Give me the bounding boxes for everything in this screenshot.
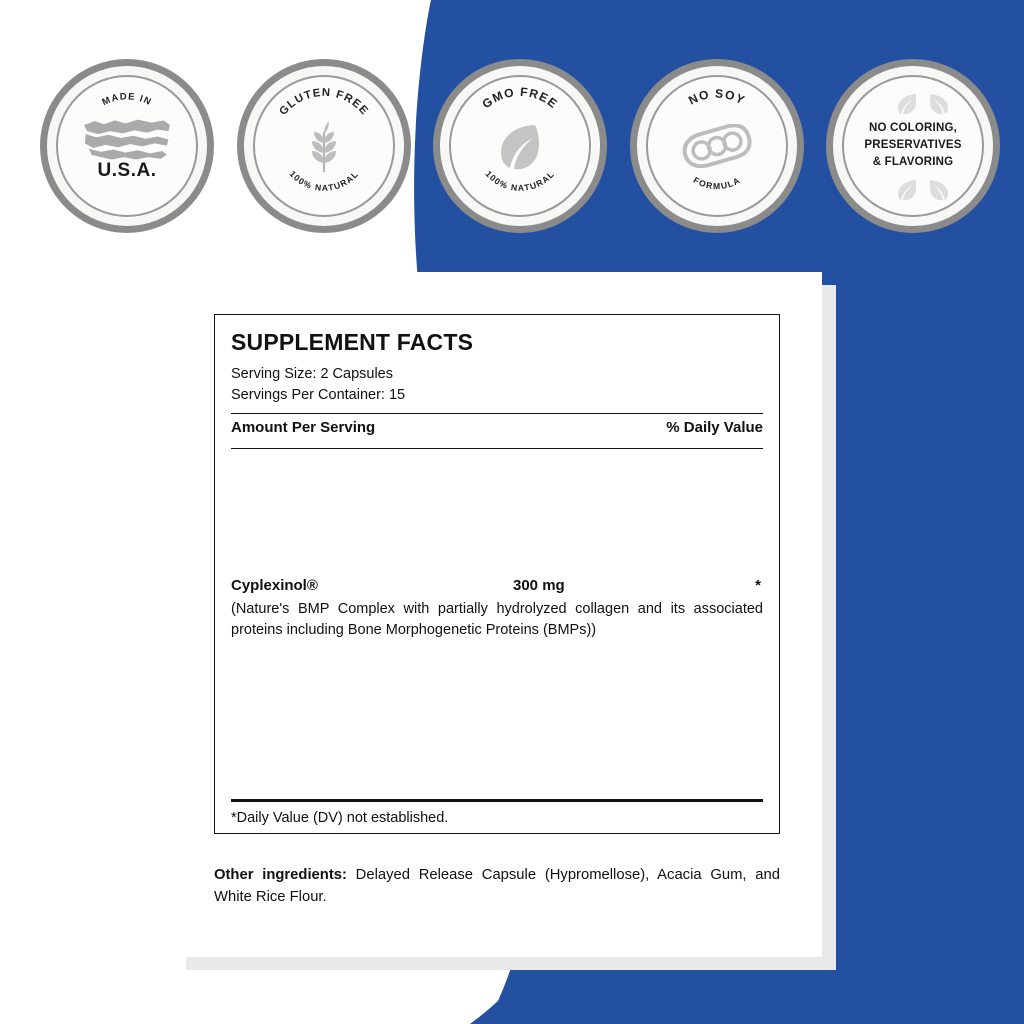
- serving-size: Serving Size: 2 Capsules: [231, 366, 393, 382]
- daily-value-header: % Daily Value: [666, 419, 763, 437]
- svg-text:GLUTEN FREE: [277, 86, 371, 117]
- other-ingredients-label: Other ingredients:: [214, 867, 347, 883]
- badge-made-in-usa: [40, 59, 214, 233]
- certification-badges-row: [40, 38, 1000, 253]
- badge-no-soy-bottom-label: FORMULA: [691, 174, 742, 191]
- badge-no-coloring-inner: [842, 75, 984, 217]
- leaf-icon: [926, 91, 952, 117]
- supplement-facts-header: [215, 315, 779, 406]
- supplement-panel: [172, 272, 822, 957]
- badge-gmo-free: [433, 59, 607, 233]
- ingredient-amount: 300 mg: [513, 577, 565, 595]
- ingredient-daily-value: *: [755, 577, 761, 595]
- soy-pod-icon: [676, 124, 758, 168]
- servings-per-container: Servings Per Container: 15: [231, 387, 406, 404]
- daily-value-footnote: *Daily Value (DV) not established.: [231, 810, 449, 827]
- badge-made-in-usa-top-label: MADE IN: [100, 90, 154, 108]
- badge-gmo-free-inner: [449, 75, 591, 217]
- svg-text:NO SOY: [686, 86, 747, 107]
- ingredient-name: Cyplexinol®: [231, 577, 318, 595]
- badge-made-in-usa-center-label: U.S.A.: [97, 159, 157, 181]
- nutrient-list: [215, 449, 779, 799]
- leaf-icon: [491, 117, 549, 175]
- table-row: [231, 577, 763, 640]
- badge-no-soy: [630, 59, 804, 233]
- usa-flag-map-icon: [81, 114, 173, 162]
- supplement-facts-box: [214, 314, 780, 834]
- badge-gluten-free-bottom-label: 100% NATURAL: [287, 168, 360, 193]
- amount-per-serving-header: Amount Per Serving: [231, 419, 376, 437]
- badge-gmo-free-top-label: GMO FREE: [479, 84, 561, 111]
- svg-text:FORMULA: [691, 174, 742, 190]
- leaf-icon: [926, 177, 952, 203]
- wheat-icon: [299, 117, 349, 175]
- badge-no-coloring: [826, 59, 1000, 233]
- badge-no-soy-inner: [646, 75, 788, 217]
- svg-text:MADE IN: [100, 91, 153, 108]
- supplement-facts-title: SUPPLEMENT FACTS: [231, 329, 474, 355]
- badge-gluten-free-inner: [253, 75, 395, 217]
- svg-text:GMO FREE: [480, 84, 561, 110]
- badge-no-soy-top-label: NO SOY: [685, 86, 748, 108]
- badge-made-in-usa-inner: [56, 75, 198, 217]
- other-ingredients-text: Delayed Release Capsule (Hypromellose), Acacia Gum, and White Rice Flour.: [214, 867, 780, 906]
- amount-per-serving-row: [215, 414, 779, 441]
- leaf-icon: [894, 91, 920, 117]
- ingredient-head-row: [231, 577, 763, 597]
- badge-no-coloring-line-3: & FLAVORING: [872, 155, 954, 168]
- badge-no-coloring-line-1: NO COLORING,: [868, 122, 957, 135]
- badge-gluten-free-top-label: GLUTEN FREE: [276, 86, 371, 118]
- badge-no-coloring-text: [864, 120, 961, 170]
- badge-gluten-free: [237, 59, 411, 233]
- badge-gmo-free-bottom-label: 100% NATURAL: [483, 168, 557, 193]
- ingredient-description: (Nature's BMP Complex with partially hydrolyzed collagen and its associated proteins including Bone Morphogenetic Proteins (BMPs)): [231, 601, 763, 638]
- badge-no-coloring-line-2: PRESERVATIVES: [864, 139, 962, 152]
- other-ingredients: [214, 864, 780, 908]
- leaf-icon: [894, 177, 920, 203]
